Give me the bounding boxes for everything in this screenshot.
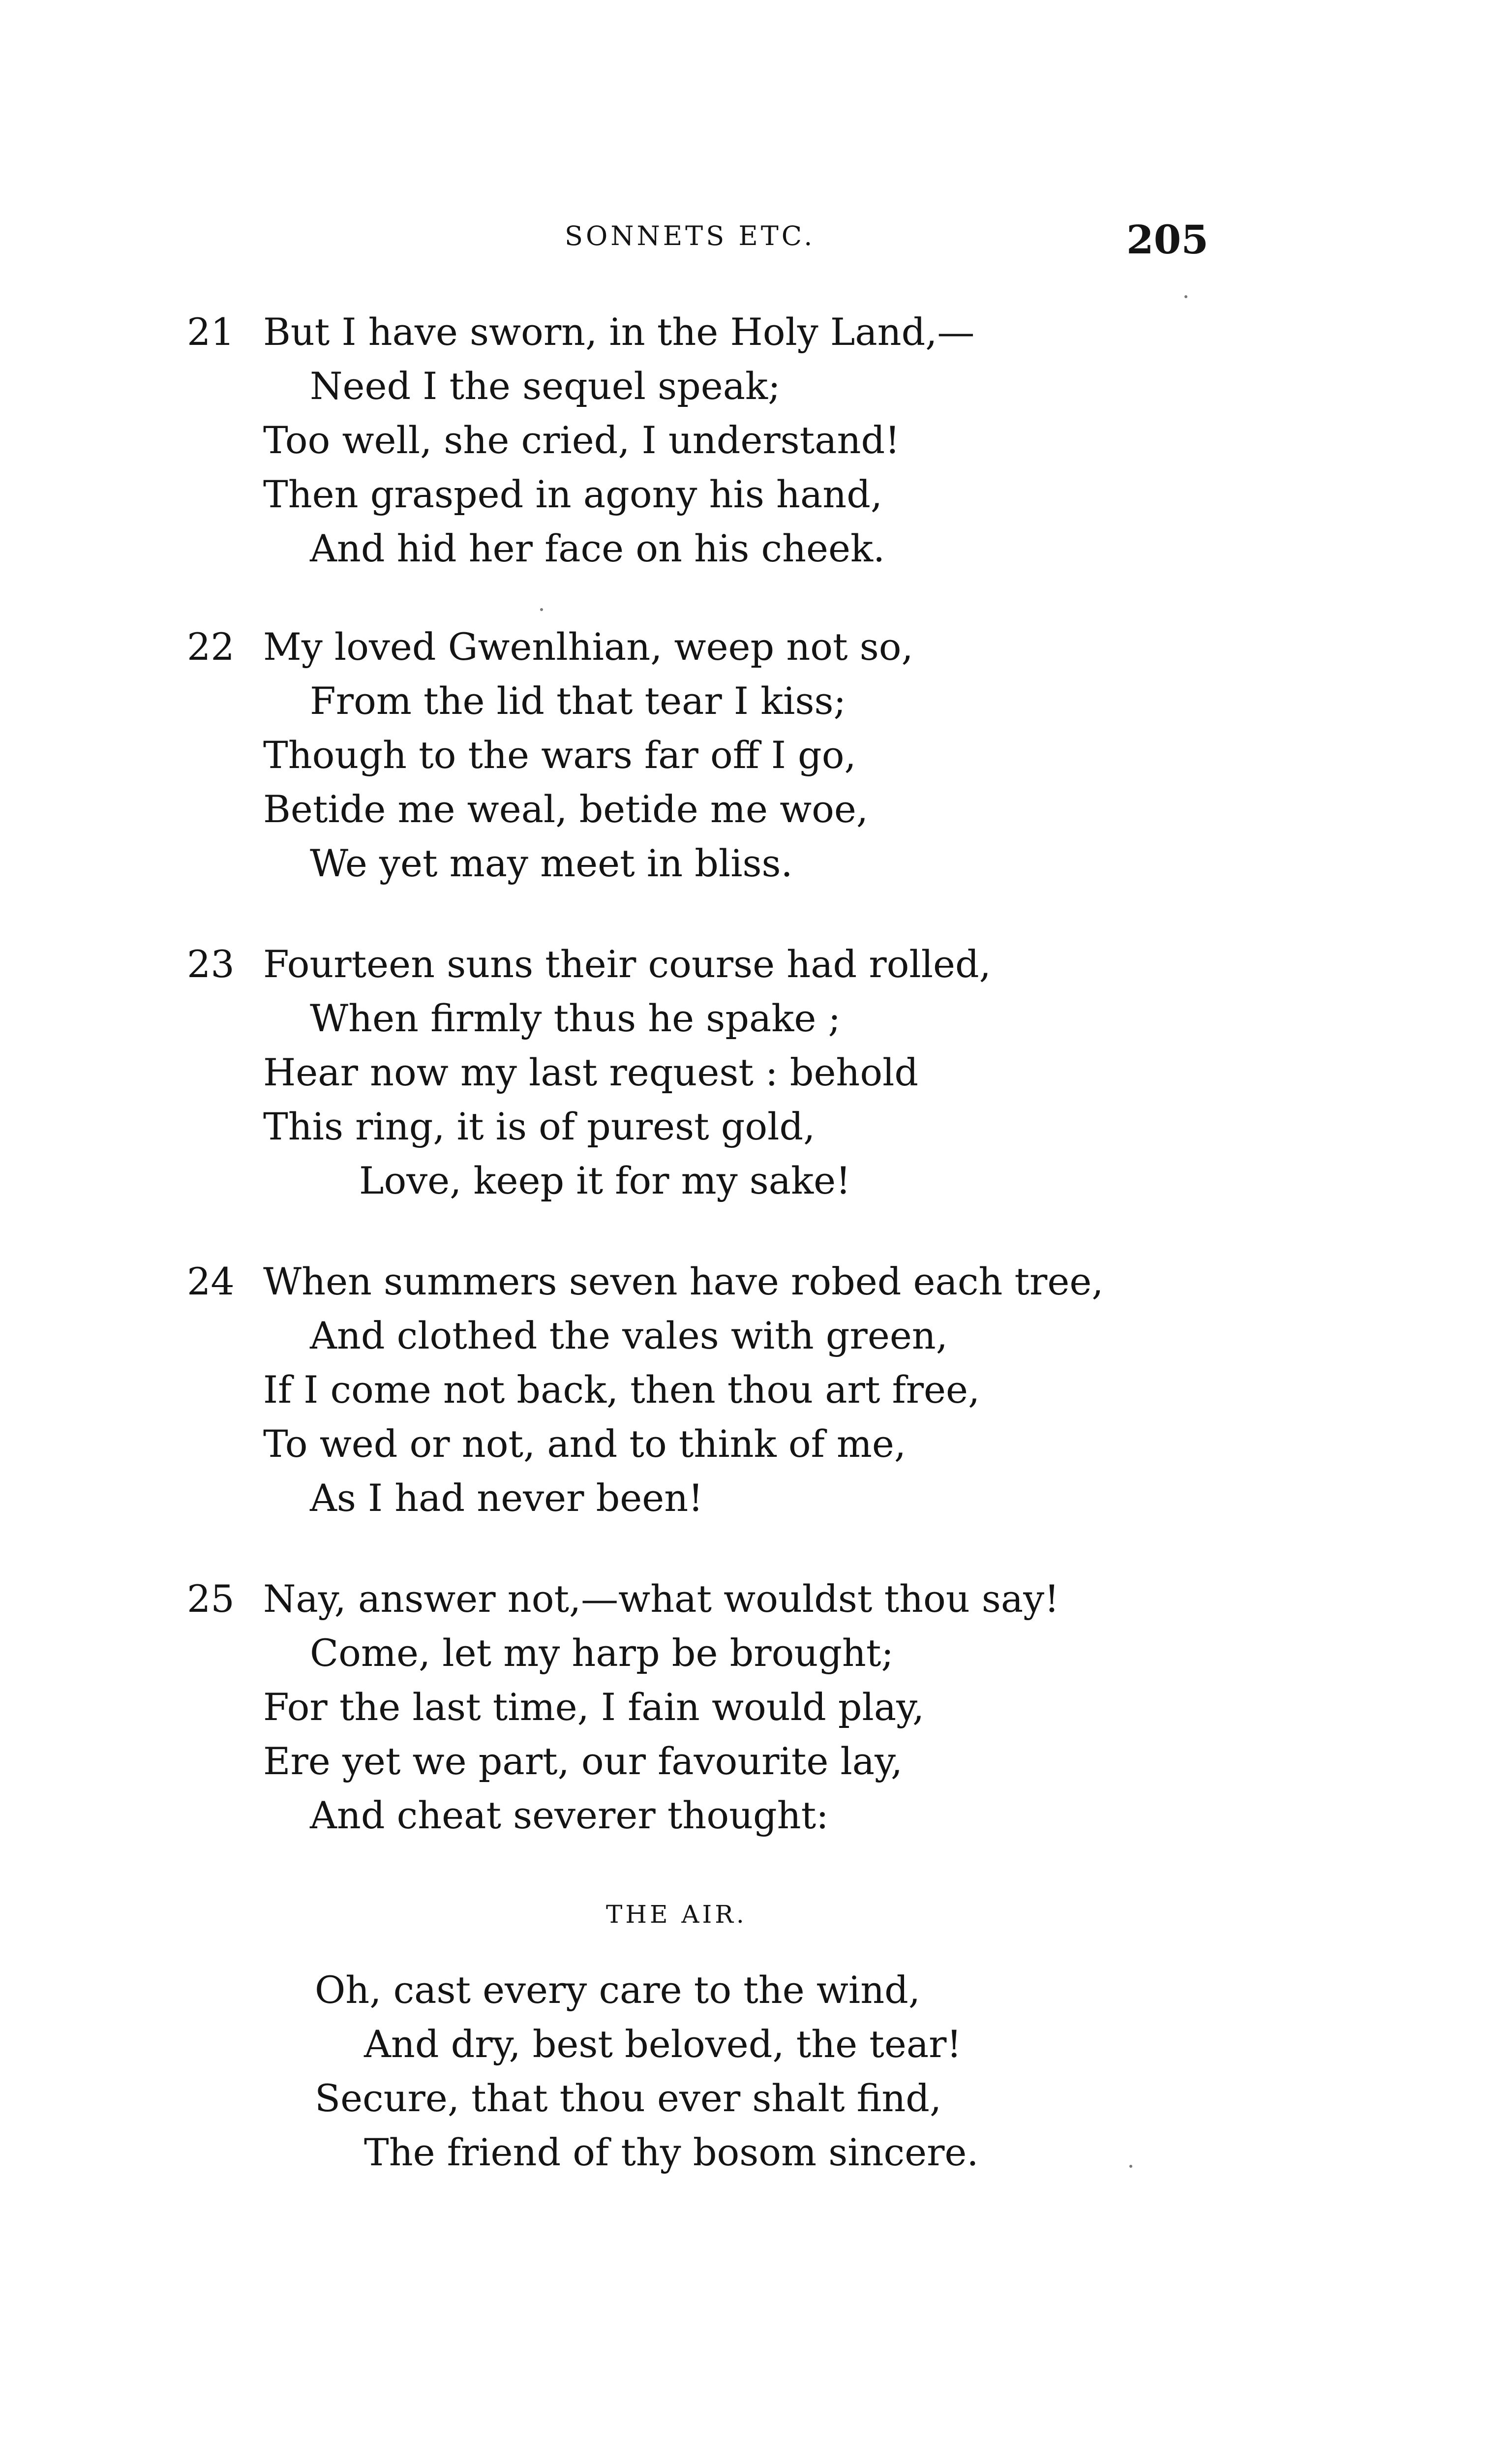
stanza-number: 25 — [187, 1577, 235, 1621]
verse-line: For the last time, I fain would play, — [263, 1685, 925, 1729]
verse-line: We yet may meet in bliss. — [310, 841, 793, 885]
verse-line: Love, keep it for my sake! — [359, 1159, 851, 1202]
verse-line: This ring, it is of purest gold, — [263, 1105, 816, 1148]
print-speck — [1184, 295, 1187, 298]
verse-line: If I come not back, then thou art free, — [263, 1368, 980, 1412]
stanza-number: 22 — [187, 625, 235, 669]
verse-line: When firmly thus he spake ; — [310, 996, 841, 1040]
air-heading: THE AIR. — [606, 1900, 747, 1929]
verse-line: The friend of thy bosom sincere. — [364, 2130, 979, 2174]
verse-line: Fourteen suns their course had rolled, — [263, 942, 991, 986]
verse-line: And clothed the vales with green, — [310, 1314, 948, 1357]
verse-line: Secure, that thou ever shalt find, — [315, 2076, 942, 2120]
verse-line: Betide me weal, betide me woe, — [263, 787, 869, 831]
page-number: 205 — [1126, 216, 1209, 263]
verse-line: Though to the wars far off I go, — [263, 733, 856, 777]
verse-line: But I have sworn, in the Holy Land,— — [263, 310, 975, 354]
verse-line: To wed or not, and to think of me, — [263, 1422, 907, 1466]
verse-line: My loved Gwenlhian, weep not so, — [263, 625, 913, 669]
verse-line: And cheat severer thought: — [310, 1793, 829, 1837]
verse-line: From the lid that tear I kiss; — [310, 679, 847, 723]
stanza-number: 21 — [187, 310, 235, 354]
running-header: SONNETS ETC. — [565, 220, 816, 251]
verse-line: As I had never been! — [310, 1476, 703, 1520]
verse-line: Come, let my harp be brought; — [310, 1631, 894, 1675]
verse-line: Need I the sequel speak; — [310, 364, 781, 408]
print-speck — [540, 608, 543, 611]
stanza-number: 24 — [187, 1260, 235, 1303]
verse-line: When summers seven have robed each tree, — [263, 1260, 1104, 1303]
verse-line: Nay, answer not,—what wouldst thou say! — [263, 1577, 1059, 1621]
verse-line: And dry, best beloved, the tear! — [364, 2022, 962, 2066]
verse-line: And hid her face on his cheek. — [310, 526, 885, 570]
stanza-number: 23 — [187, 942, 235, 986]
print-speck — [1129, 2165, 1132, 2168]
verse-line: Then grasped in agony his hand, — [263, 472, 883, 516]
verse-line: Ere yet we part, our favourite lay, — [263, 1739, 903, 1783]
verse-line: Hear now my last request : behold — [263, 1050, 919, 1094]
verse-line: Too well, she cried, I understand! — [263, 418, 900, 462]
verse-line: Oh, cast every care to the wind, — [315, 1968, 920, 2012]
